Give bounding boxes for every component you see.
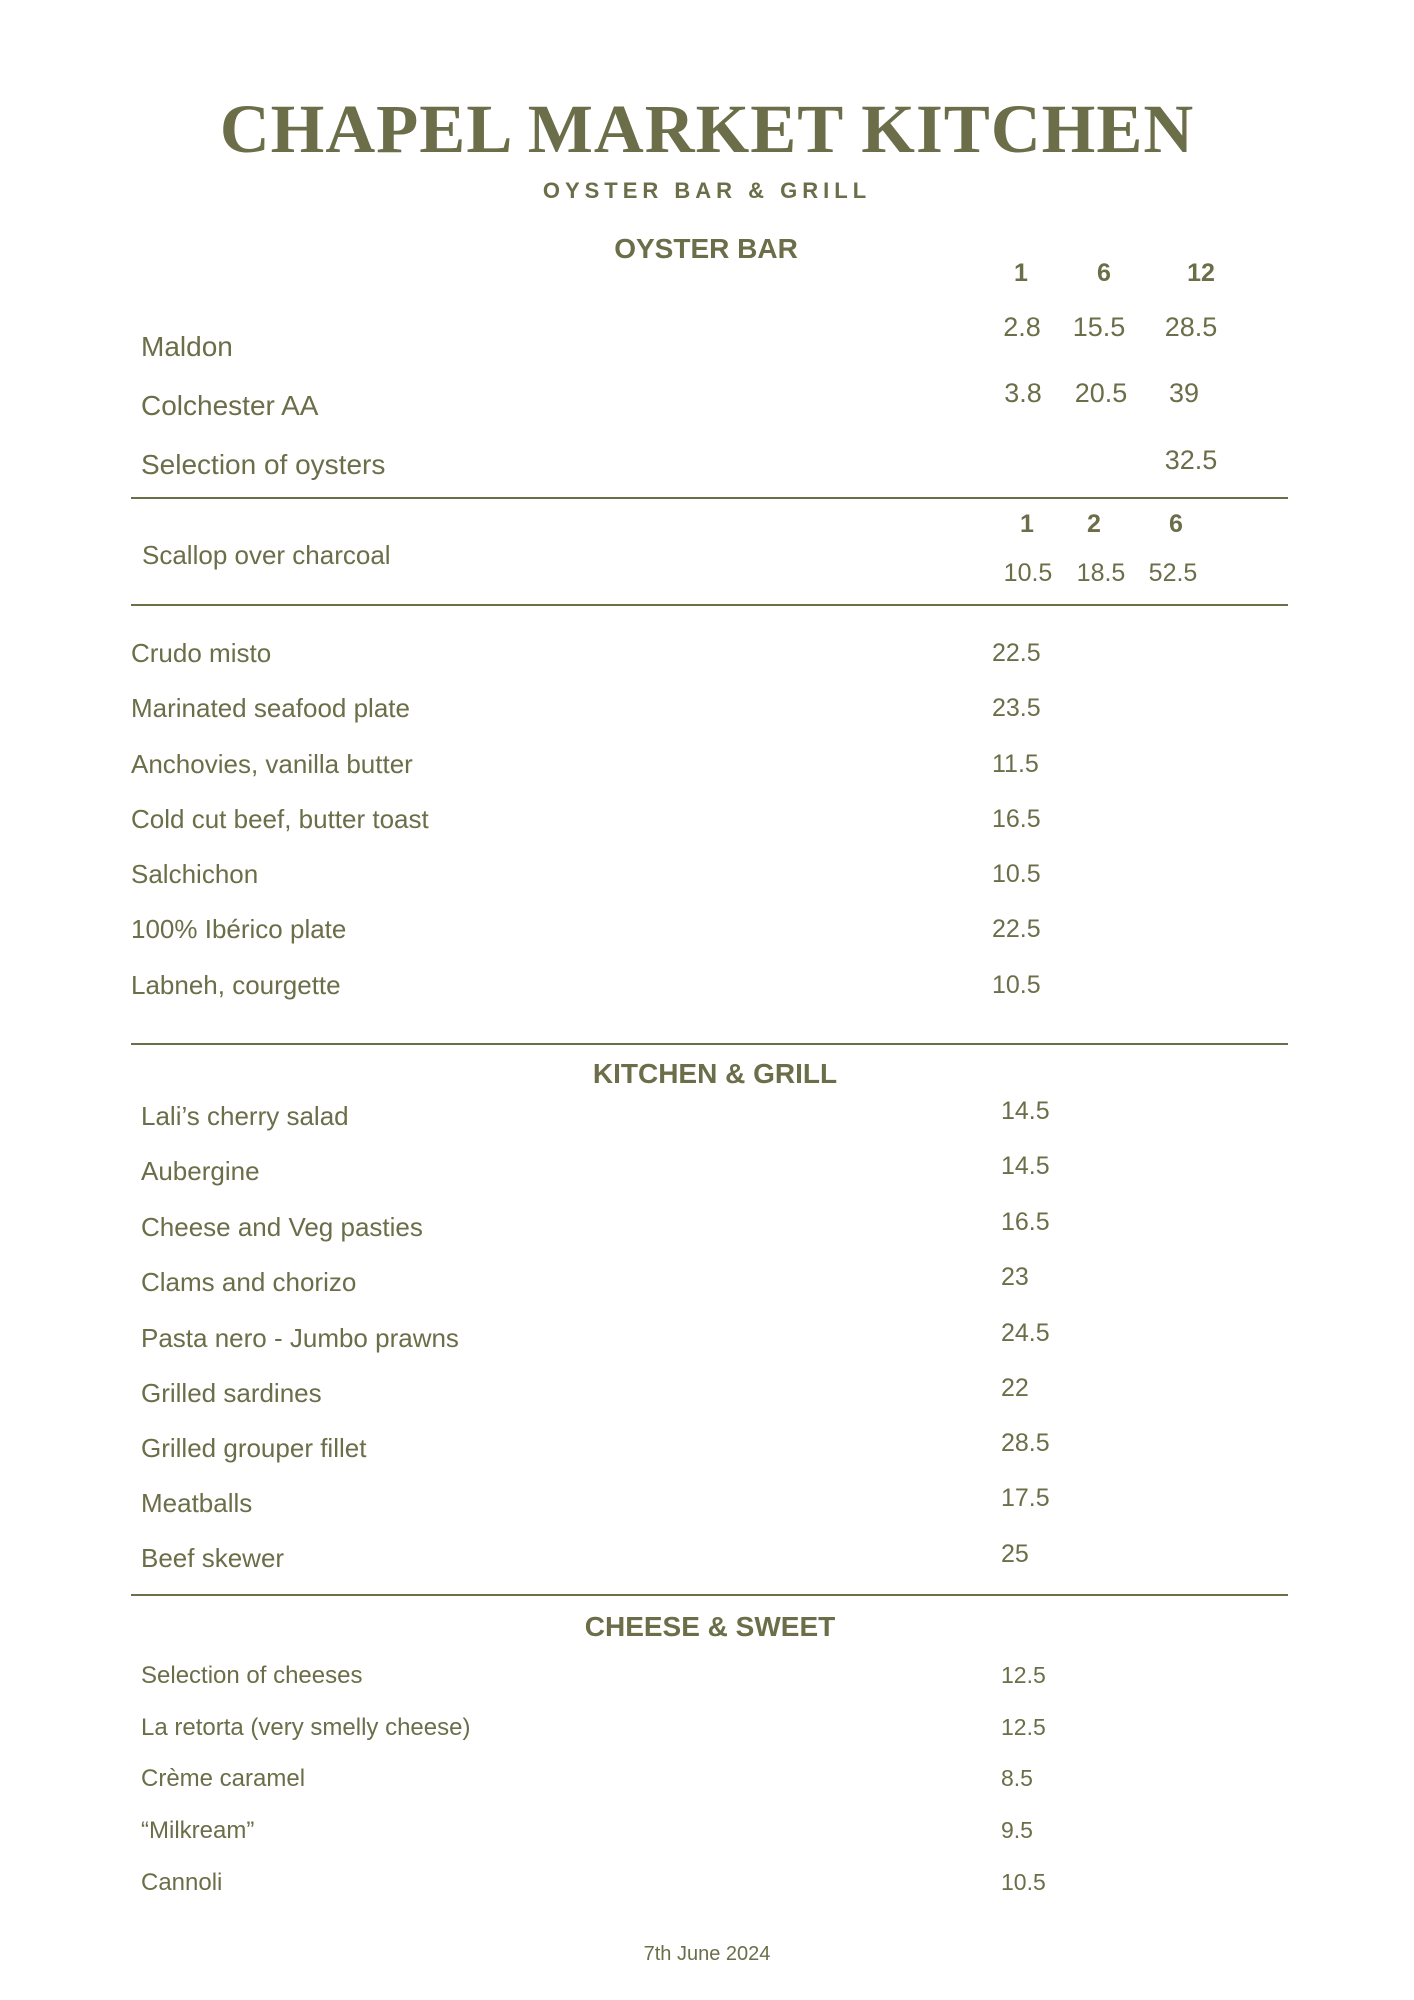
menu-item-name: Meatballs	[141, 1488, 253, 1518]
menu-item-price: 32.5	[1164, 445, 1218, 475]
menu-item-price: 22.5	[992, 915, 1041, 943]
menu-item-price: 23.5	[992, 694, 1041, 722]
menu-item-name: Selection of cheeses	[141, 1662, 363, 1689]
section-divider	[131, 1043, 1288, 1045]
menu-item-name: Grilled sardines	[141, 1378, 322, 1408]
column-header-12: 12	[1187, 259, 1215, 287]
menu-item-name: Grilled grouper fillet	[141, 1433, 367, 1463]
menu-item-price: 10.5	[1001, 1869, 1046, 1895]
column-header-1: 1	[1014, 259, 1028, 287]
menu-item-price: 2.8	[1003, 312, 1041, 342]
menu-item-price: 10.5	[992, 860, 1041, 888]
menu-item-price: 20.5	[1074, 378, 1128, 408]
menu-date: 7th June 2024	[643, 1943, 771, 1965]
menu-item-name: Colchester AA	[141, 390, 319, 421]
menu-item-name: 100% Ibérico plate	[131, 914, 347, 944]
menu-item-name: Maldon	[141, 331, 233, 362]
menu-item-price: 8.5	[1001, 1765, 1033, 1791]
menu-item-name: Marinated seafood plate	[131, 693, 410, 723]
menu-item-price: 17.5	[1001, 1484, 1050, 1512]
section-title-cheese-sweet: CHEESE & SWEET	[584, 1611, 836, 1642]
column-header-6: 6	[1097, 259, 1111, 287]
menu-item-name: Clams and chorizo	[141, 1267, 357, 1297]
menu-item-price: 12.5	[1001, 1662, 1046, 1688]
menu-item-price: 23	[1001, 1263, 1029, 1291]
section-title-kitchen-grill: KITCHEN & GRILL	[592, 1058, 838, 1089]
menu-item-name: Scallop over charcoal	[142, 540, 391, 570]
menu-item-price: 18.5	[1076, 559, 1126, 587]
menu-item-price: 39	[1168, 378, 1200, 408]
menu-item-price: 16.5	[992, 805, 1041, 833]
menu-item-price: 14.5	[1001, 1097, 1050, 1125]
menu-item-name: Pasta nero - Jumbo prawns	[141, 1323, 459, 1353]
menu-item-price: 28.5	[1164, 312, 1218, 342]
menu-item-name: Cannoli	[141, 1869, 223, 1896]
menu-item-price: 22.5	[992, 639, 1041, 667]
menu-item-name: Cold cut beef, butter toast	[131, 804, 429, 834]
menu-item-name: Selection of oysters	[141, 449, 386, 480]
menu-item-name: Labneh, courgette	[131, 970, 341, 1000]
column-header-6: 6	[1169, 510, 1183, 538]
menu-item-name: Crème caramel	[141, 1765, 306, 1792]
restaurant-tagline: OYSTER BAR & GRILL	[542, 178, 872, 203]
menu-item-name: Salchichon	[131, 859, 259, 889]
restaurant-name: CHAPEL MARKET KITCHEN	[219, 91, 1195, 167]
menu-item-price: 16.5	[1001, 1208, 1050, 1236]
section-title-oyster-bar: OYSTER BAR	[614, 233, 798, 264]
section-divider	[131, 1594, 1288, 1596]
section-divider	[131, 604, 1288, 606]
column-header-2: 2	[1087, 510, 1101, 538]
menu-item-name: Aubergine	[141, 1156, 260, 1186]
menu-item-price: 25	[1001, 1540, 1029, 1568]
menu-item-price: 9.5	[1001, 1817, 1033, 1843]
menu-item-name: Beef skewer	[141, 1543, 285, 1573]
menu-item-price: 10.5	[1003, 559, 1053, 587]
menu-item-name: Anchovies, vanilla butter	[131, 749, 413, 779]
menu-item-price: 10.5	[992, 971, 1041, 999]
menu-item-name: Crudo misto	[131, 638, 272, 668]
menu-item-price: 22	[1001, 1374, 1029, 1402]
menu-item-price: 12.5	[1001, 1714, 1046, 1740]
menu-item-name: Cheese and Veg pasties	[141, 1212, 423, 1242]
menu-item-name: “Milkream”	[141, 1817, 255, 1844]
menu-item-name: Lali’s cherry salad	[141, 1101, 349, 1131]
menu-item-price: 24.5	[1001, 1319, 1050, 1347]
menu-item-price: 11.5	[992, 750, 1039, 778]
menu-item-price: 28.5	[1001, 1429, 1050, 1457]
menu-item-price: 15.5	[1072, 312, 1126, 342]
column-header-1: 1	[1020, 510, 1034, 538]
menu-item-name: La retorta (very smelly cheese)	[141, 1714, 471, 1741]
menu-item-price: 52.5	[1148, 559, 1198, 587]
menu-item-price: 14.5	[1001, 1152, 1050, 1180]
section-divider	[131, 497, 1288, 499]
menu-item-price: 3.8	[1004, 378, 1042, 408]
